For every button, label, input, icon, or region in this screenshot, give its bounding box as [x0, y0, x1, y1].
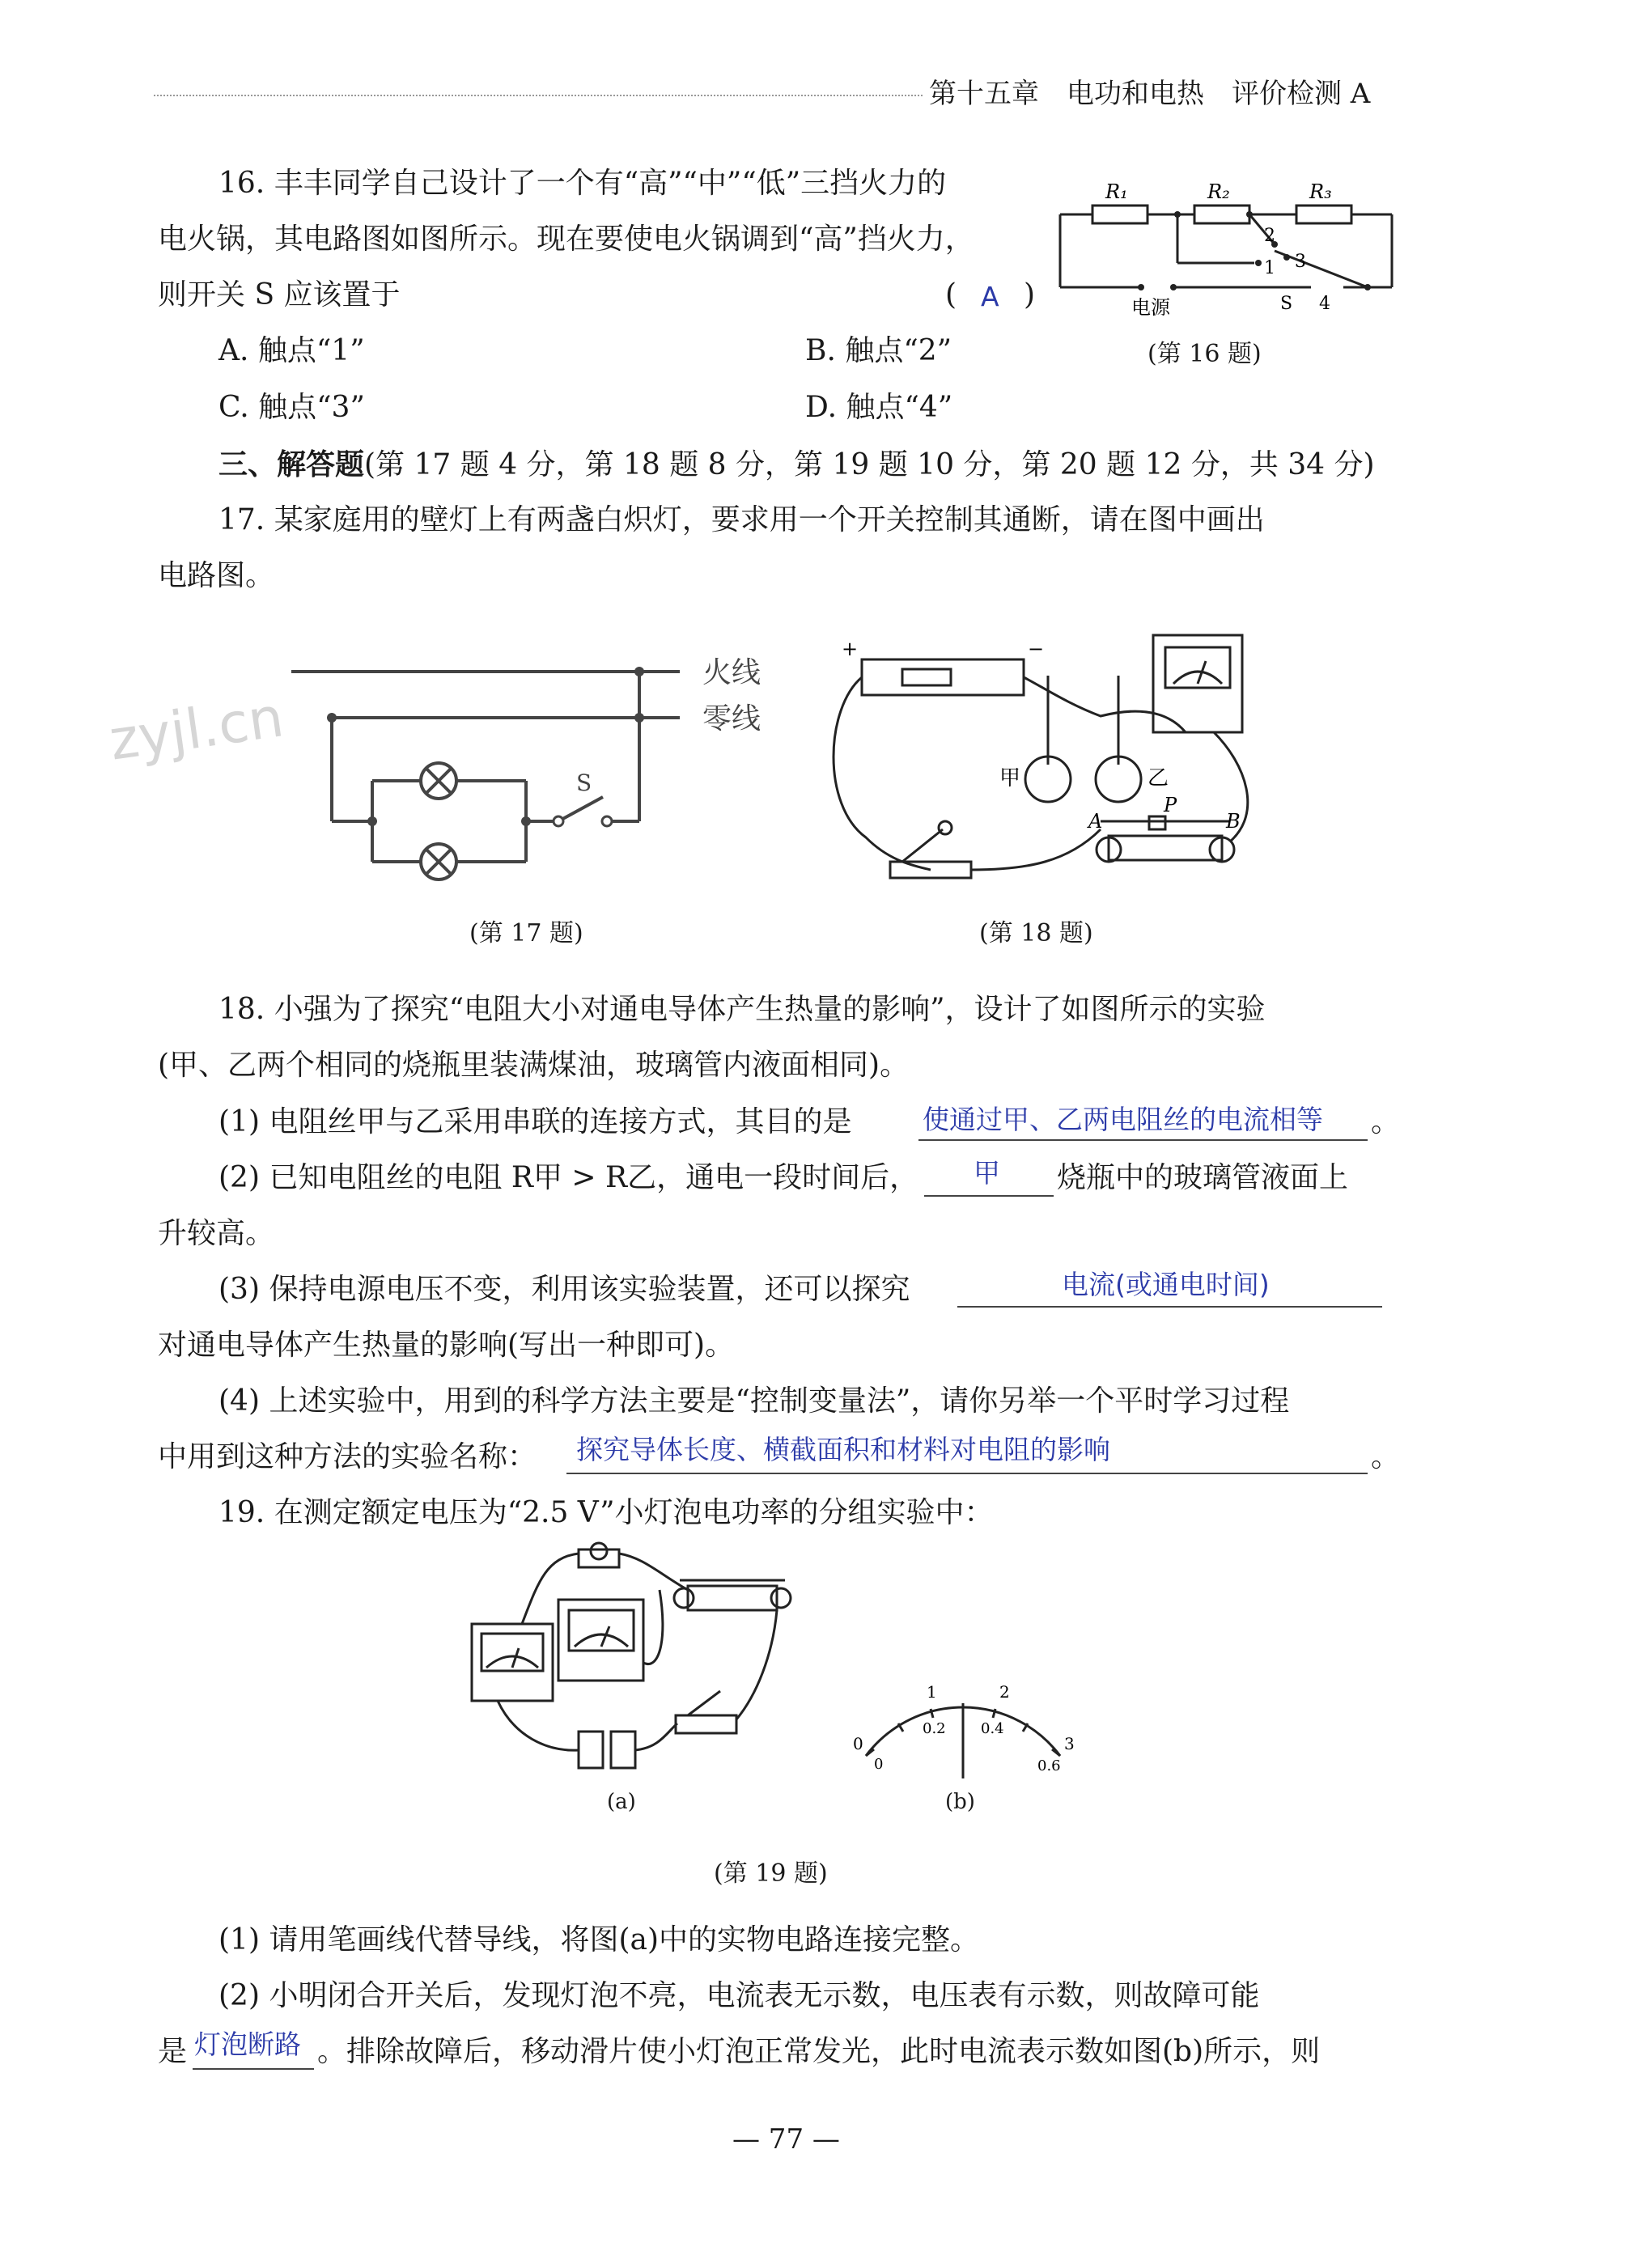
q19-part2-a: (2) 小明闭合开关后，发现灯泡不亮，电流表无示数，电压表有示数，则故障可能 [218, 1979, 1260, 2012]
battery-plus-label: + [842, 638, 859, 660]
q18-part1-blank[interactable] [918, 1139, 1368, 1141]
q17-line1: 17. 某家庭用的壁灯上有两盏白炽灯，要求用一个开关控制其通断，请在图中画出 [218, 503, 1265, 536]
q18-part2-answer: 甲 [974, 1157, 1000, 1189]
contact-4-label: 4 [1319, 294, 1330, 314]
flask-jia-label: 甲 [999, 766, 1021, 791]
q16-line1: 16. 丰丰同学自己设计了一个有“高”“中”“低”三挡火力的 [218, 167, 947, 200]
battery-cell-2 [611, 1732, 635, 1768]
q18-part3-answer: 电流(或通电时间) [1062, 1269, 1270, 1300]
battery-box [862, 659, 1024, 695]
q17-caption: (第 17 题) [469, 919, 583, 947]
q18-part4-b: 中用到这种方法的实验名称： [158, 1440, 537, 1473]
battery-cell-1 [579, 1732, 603, 1768]
switch-label: S [576, 769, 592, 796]
q17-wiring-diagram [283, 643, 785, 886]
dial-label-0-inner: 0 [874, 1756, 884, 1773]
q18-intro2: (甲、乙两个相同的烧瓶里装满煤油，玻璃管内液面相同)。 [158, 1049, 910, 1082]
q16-line3: 则开关 S 应该置于 [158, 278, 401, 312]
q16-option-d: D. 触点“4” [805, 391, 953, 424]
dial-label-1: 1 [927, 1682, 937, 1702]
q19-part2-b-post: 。排除故障后，移动滑片使小灯泡正常发光，此时电流表示数如图(b)所示，则 [317, 2035, 1321, 2068]
q18-caption: (第 18 题) [979, 919, 1093, 947]
q19-fig-b-label: (b) [945, 1790, 975, 1814]
q19-intro: 19. 在测定额定电压为“2.5 V”小灯泡电功率的分组实验中： [218, 1496, 994, 1529]
q19-part1: (1) 请用笔画线代替导线，将图(a)中的实物电路连接完整。 [218, 1923, 979, 1956]
bulb-icon [591, 1543, 607, 1559]
dial-label-04: 0.4 [981, 1720, 1004, 1737]
rheostat-coil [1109, 836, 1222, 860]
live-wire-label: 火线 [702, 656, 761, 689]
q16-paren-close: ) [1024, 278, 1036, 312]
q18-part4-a: (4) 上述实验中，用到的科学方法主要是“控制变量法”，请你另举一个平时学习过程 [218, 1384, 1290, 1418]
neutral-wire-label: 零线 [702, 702, 761, 736]
ammeter [472, 1624, 553, 1701]
dial-label-06: 0.6 [1037, 1757, 1061, 1774]
voltmeter [558, 1600, 643, 1681]
q18-part3-blank[interactable] [957, 1306, 1382, 1308]
header-title: 第十五章 电功和电热 评价检测 A [929, 78, 1371, 110]
header-rule [154, 95, 923, 96]
q18-part3-a: (3) 保持电源电压不变，利用该实验装置，还可以探究 [218, 1273, 910, 1306]
q19-caption: (第 19 题) [714, 1859, 828, 1888]
q16-paren-open: ( [945, 278, 957, 312]
dial-label-2: 2 [999, 1682, 1010, 1702]
q19-figure-a [449, 1541, 805, 1776]
q18-part3-b: 对通电导体产生热量的影响(写出一种即可)。 [158, 1329, 735, 1362]
q18-intro1: 18. 小强为了探究“电阻大小对通电导体产生热量的影响”，设计了如图所示的实验 [218, 993, 1266, 1026]
contact-3-dot [1283, 254, 1290, 261]
flask-yi-label: 乙 [1148, 766, 1169, 791]
q18-part1: (1) 电阻丝甲与乙采用串联的连接方式，其目的是 [218, 1105, 852, 1138]
switch-s-label: S [1280, 294, 1293, 314]
q19-fig-a-label: (a) [607, 1790, 636, 1814]
watermark: zyjl.cn [105, 685, 288, 774]
dial-label-02: 0.2 [923, 1720, 946, 1737]
q18-part4-answer: 探究导体长度、横截面积和材料对电阻的影响 [576, 1434, 1110, 1465]
contact-2-label: 2 [1264, 226, 1275, 246]
q16-option-c: C. 触点“3” [218, 391, 365, 424]
q19-figure-b-ammeter-dial [842, 1675, 1084, 1780]
q17-line2: 电路图。 [158, 559, 275, 592]
r2-label: R₂ [1207, 180, 1230, 203]
q16-caption: (第 16 题) [1148, 340, 1262, 368]
q18-part2-b: 烧瓶中的玻璃管液面上 [1057, 1161, 1349, 1194]
slide-rheostat [688, 1586, 777, 1610]
battery-minus-label: − [1028, 638, 1045, 660]
power-source-label: 电源 [1131, 296, 1170, 319]
q19-part2-b-pre: 是 [158, 2035, 188, 2068]
q18-part4-end: 。 [1371, 1440, 1401, 1473]
q16-option-b: B. 触点“2” [805, 334, 952, 367]
q18-part4-blank[interactable] [566, 1473, 1368, 1474]
q18-part2-blank[interactable] [924, 1195, 1054, 1197]
dial-label-0-outer: 0 [853, 1734, 863, 1753]
contact-4-dot [1364, 284, 1371, 290]
q16-option-a: A. 触点“1” [218, 334, 365, 367]
q16-circuit-diagram [1052, 170, 1400, 332]
rheostat-b-label: B [1226, 810, 1241, 833]
q18-apparatus-diagram [825, 627, 1279, 906]
contact-1-label: 1 [1264, 258, 1275, 278]
q18-part1-answer: 使通过甲、乙两电阻丝的电流相等 [923, 1104, 1323, 1135]
section3-heading [218, 447, 1375, 483]
q19-part2-answer: 灯泡断路 [194, 2028, 301, 2060]
contact-1-dot [1255, 260, 1262, 266]
rheostat-p-label: P [1164, 794, 1177, 816]
q18-part1-end: 。 [1371, 1105, 1401, 1138]
r1-label: R₁ [1105, 180, 1128, 203]
q18-part2-c: 升较高。 [158, 1217, 275, 1250]
rheostat-a-label: A [1088, 810, 1103, 833]
section3-detail: (第 17 题 4 分，第 18 题 8 分，第 19 题 10 分，第 20 题 12 分，共 34 分) [364, 448, 1375, 481]
q16-line2: 电火锅，其电路图如图所示。现在要使电火锅调到“高”挡火力， [158, 223, 974, 256]
q19-part2-blank[interactable] [193, 2068, 314, 2070]
section3-title: 三、解答题 [218, 447, 365, 481]
q18-part2-a: (2) 已知电阻丝的电阻 R甲 > R乙，通电一段时间后， [218, 1161, 919, 1194]
knife-switch [676, 1715, 736, 1733]
r3-label: R₃ [1309, 180, 1332, 203]
page-number: — 77 — [732, 2123, 840, 2156]
dial-label-3: 3 [1064, 1734, 1075, 1753]
contact-3-label: 3 [1295, 252, 1306, 272]
q16-answer: A [981, 281, 999, 312]
